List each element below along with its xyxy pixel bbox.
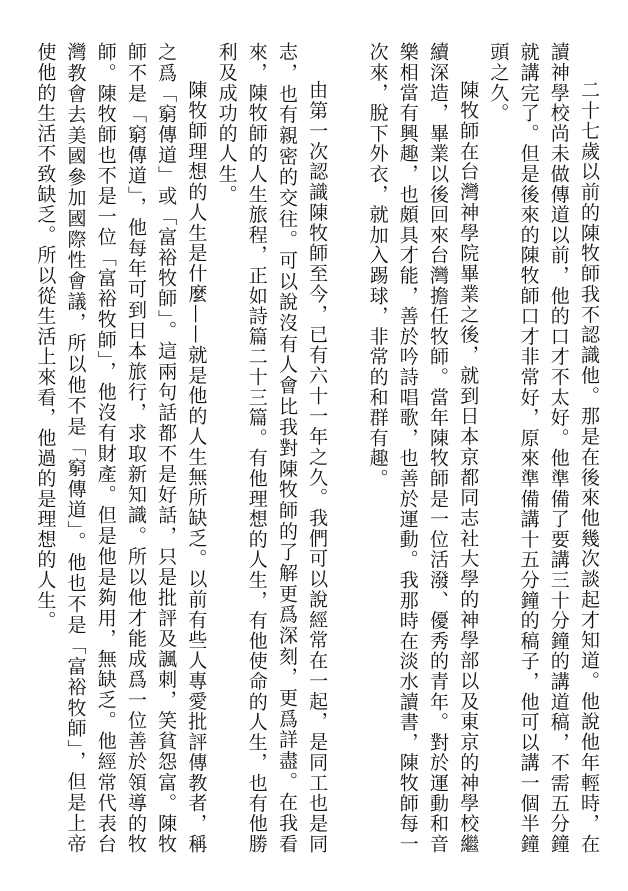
paragraph-4: 陳牧師理想的人生是什麼——就是他的人生無所缺乏。以前有些人專愛批評傳教者，稱之爲「窮傳道」或「富裕牧師」。這兩句話都不是好話，只是批評及諷刺，笑貧怨富。陳牧師不是「窮傳道」，他每年可到日本旅行，求取新知識。所以他才能成爲一位善於領導的牧師。陳牧師也不是一位「富裕牧師」，他沒有財產。但是他是夠用，無缺乏。他經常代表台灣教會去美國參加國際性會議，所以他不是「窮傳道」。他也不是「富裕牧師」，但是上帝使他的生活不致缺乏。所以從生活上來看，他過的是理想的人生。 <box>34 42 208 854</box>
vertical-text-body <box>20 42 604 854</box>
paragraph-1: 二十七歲以前的陳牧師我不認識他。那是在後來他幾次談起才知道。他說他年輕時，在讀神學校尚未做傳道以前，他的口才不太好。他準備了要講三十分鐘的講道稿，不需五分鐘就講完了。但是後來的陳牧師口才非常好，原來準備講十五分鐘的稿子，他可以講一個半鐘頭之久。 <box>487 42 600 854</box>
paragraph-gap <box>332 42 362 854</box>
paragraph-2: 陳牧師在台灣神學院畢業之後，就到日本京都同志社大學的神學部以及東京的神學校繼續深造，畢業以後回來台灣擔任牧師。當年陳牧師是一位活潑、優秀的青年。對於運動和音樂相當有興趣，也頗具才能，善於吟詩唱歌，也善於運動。我那時在淡水讀書，陳牧師每一次來，脫下外衣，就加入踢球，非常的和群有趣。 <box>366 42 480 854</box>
paragraph-3: 由第一次認識陳牧師至今，已有六十一年之久。我們可以說經常在一起，是同工也是同志，也有親密的交往。可以說沒有人會比我對陳牧師的了解更爲深刻，更爲詳盡。在我看來，陳牧師的人生旅程，正如詩篇二十三篇。有他理想的人生，有他使命的人生，也有他勝利及成功的人生。 <box>215 42 329 854</box>
